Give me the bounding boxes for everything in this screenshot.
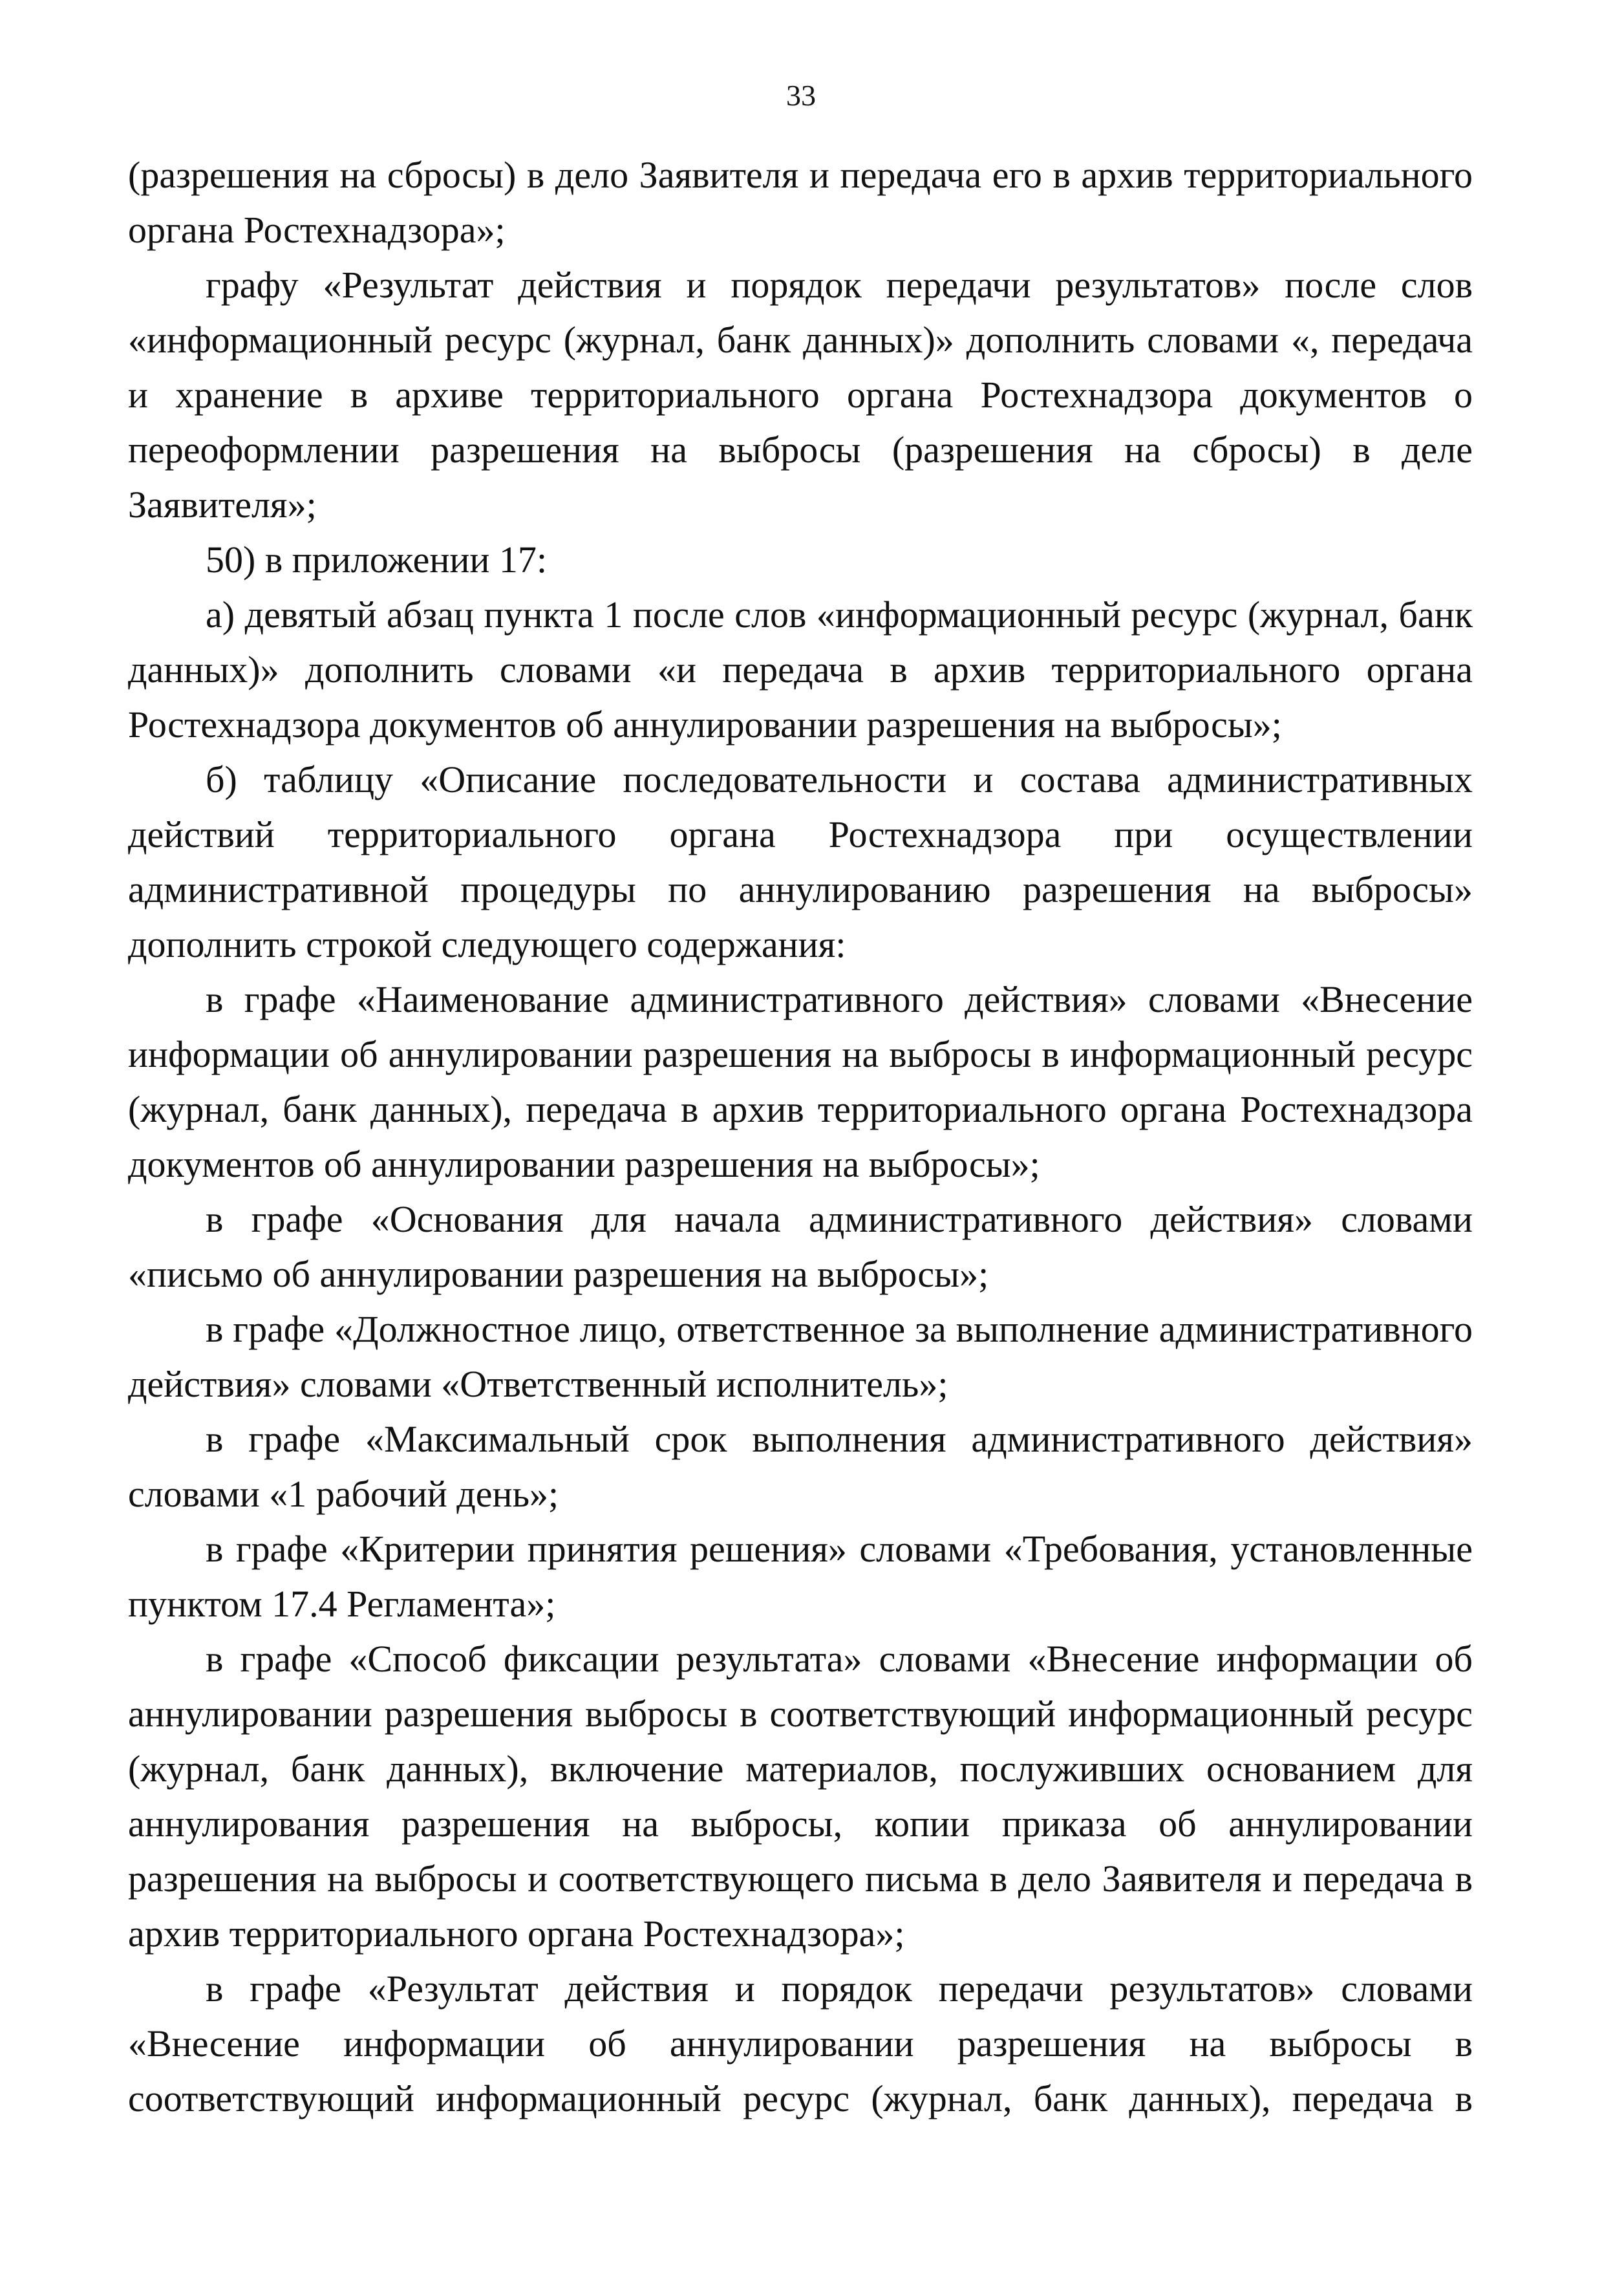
- paragraph-column-decision-criteria: в графе «Критерии принятия решения» словами «Требования, установленные пунктом 17.4 Регламента»;: [128, 1528, 1473, 1625]
- paragraph-subitem-a: а) девятый абзац пункта 1 после слов «информационный ресурс (журнал, банк данных)» дополнить словами «и передача в архив территориального органа Ростехнадзора документов об аннулировании разрешения на выбросы»;: [128, 594, 1473, 746]
- paragraph-column-max-term: в графе «Максимальный срок выполнения административного действия» словами «1 рабочий день»;: [128, 1418, 1473, 1515]
- paragraph-subitem-b: б) таблицу «Описание последовательности и состава административных действий территориального органа Ростехнадзора при осуществлении административной процедуры по аннулированию разрешения на выбросы» дополнить строкой следующего содержания:: [128, 758, 1473, 965]
- document-body: [128, 147, 1473, 2126]
- paragraph-column-action-name: в графе «Наименование административного действия» словами «Внесение информации об аннулировании разрешения на выбросы в информационный ресурс (журнал, банк данных), передача в архив территориального органа Ростехнадзора документов об аннулировании разрешения на выбросы»;: [128, 978, 1473, 1185]
- paragraph-item-50: 50) в приложении 17:: [206, 539, 548, 581]
- paragraph-column-grounds: в графе «Основания для начала административного действия» словами «письмо об аннулировании разрешения на выбросы»;: [128, 1198, 1473, 1295]
- paragraph-column-result: в графе «Результат действия и порядок передачи результатов» словами «Внесение информации об аннулировании разрешения на выбросы в соответствующий информационный ресурс (журнал, банк данных), передача в: [128, 1968, 1473, 2119]
- page-number: 33: [786, 79, 816, 112]
- paragraph-continuation: (разрешения на сбросы) в дело Заявителя и передача его в архив территориального органа Ростехнадзора»;: [128, 154, 1473, 251]
- paragraph-column-responsible-person: в графе «Должностное лицо, ответственное за выполнение административного действия» словами «Ответственный исполнитель»;: [128, 1308, 1473, 1405]
- paragraph-column-fixation-method: в графе «Способ фиксации результата» словами «Внесение информации об аннулировании разрешения выбросы в соответствующий информационный ресурс (журнал, банк данных), включение материалов, послуживших основанием для аннулирования разрешения на выбросы, копии приказа об аннулировании разрешения на выбросы и соответствующего письма в дело Заявителя и передача в архив территориального органа Ростехнадзора»;: [128, 1638, 1473, 1955]
- paragraph-result-column-amendment: графу «Результат действия и порядок передачи результатов» после слов «информационный ресурс (журнал, банк данных)» дополнить словами «, передача и хранение в архиве территориального органа Ростехнадзора документов о переоформлении разрешения на выбросы (разрешения на сбросы) в деле Заявителя»;: [128, 264, 1473, 526]
